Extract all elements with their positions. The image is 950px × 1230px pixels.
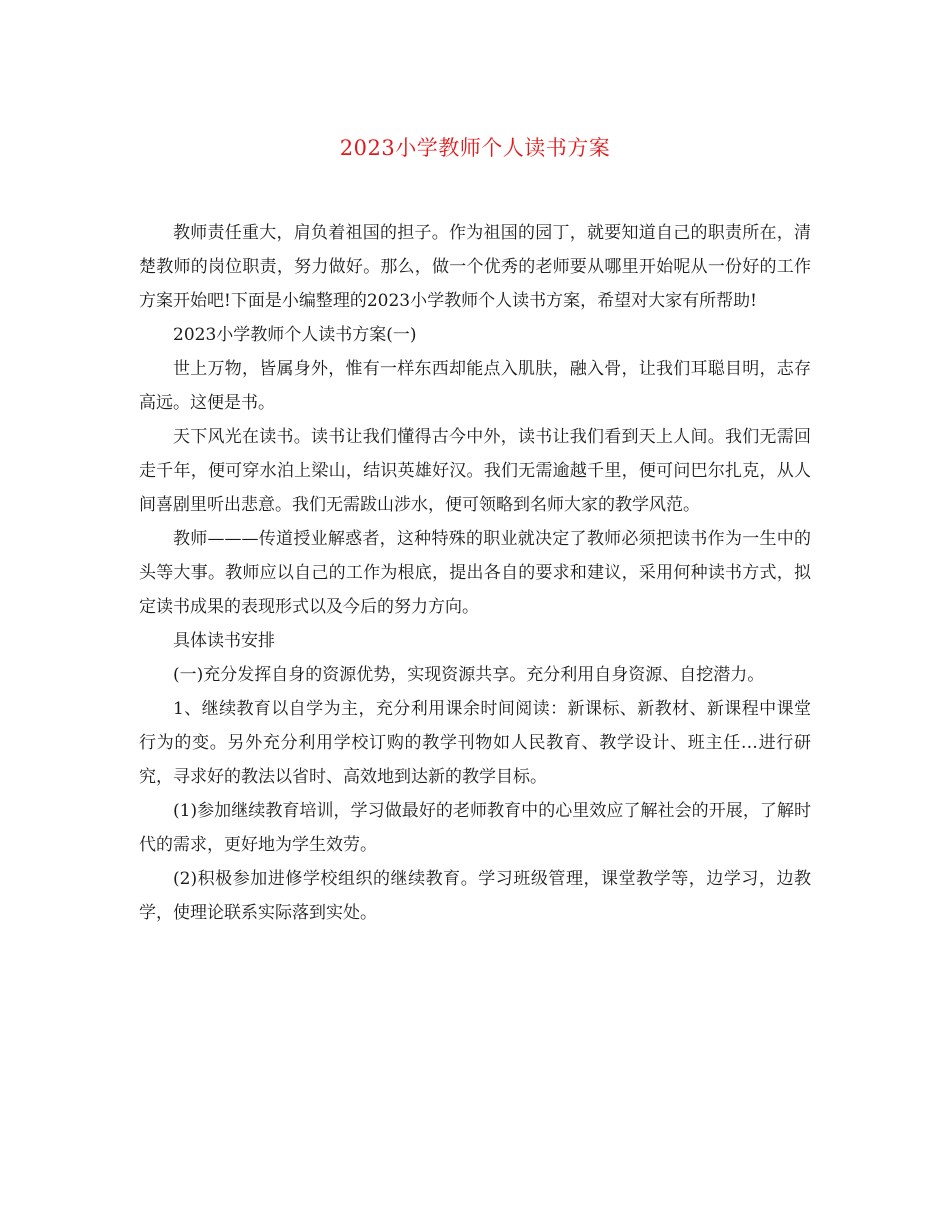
body-paragraph: (一)充分发挥自身的资源优势，实现资源共享。充分利用自身资源、自挖潜力。 <box>173 665 765 685</box>
body-paragraph: 教师———传道授业解惑者，这种特殊的职业就决定了教师必须把读书作为一生中的头等大事。教师应以自己的工作为根底，提出各自的要求和建议，采用何种读书方式，拟定读书成果的表现形式以及今后的努力方向。 <box>139 529 811 617</box>
subsection-heading: 具体读书安排 <box>173 631 275 651</box>
body-paragraph: 天下风光在读书。读书让我们懂得古今中外，读书让我们看到天上人间。我们无需回走千年，便可穿水泊上梁山，结识英雄好汉。我们无需逾越千里，便可问巴尔扎克，从人间喜剧里听出悲意。我们无需跋山涉水，便可领略到名师大家的教学风范。 <box>139 427 811 515</box>
body-paragraph: 1、继续教育以自学为主，充分利用课余时间阅读：新课标、新教材、新课程中课堂行为的变。另外充分利用学校订购的教学刊物如人民教育、教学设计、班主任…进行研究，寻求好的教法以省时、高效地到达新的教学目标。 <box>139 699 811 787</box>
document-title: 2023小学教师个人读书方案 <box>339 136 611 160</box>
list-item: (2)积极参加进修学校组织的继续教育。学习班级管理，课堂教学等，边学习，边教学，使理论联系实际落到实处。 <box>139 869 811 923</box>
intro-paragraph: 教师责任重大，肩负着祖国的担子。作为祖国的园丁，就要知道自己的职责所在，清楚教师的岗位职责，努力做好。那么，做一个优秀的老师要从哪里开始呢从一份好的工作方案开始吧!下面是小编整理的2023小学教师个人读书方案，希望对大家有所帮助! <box>139 223 811 311</box>
body-paragraph: 世上万物，皆属身外，惟有一样东西却能点入肌肤，融入骨，让我们耳聪目明，志存高远。这便是书。 <box>139 359 811 413</box>
section-heading: 2023小学教师个人读书方案(一) <box>173 325 417 345</box>
list-item: (1)参加继续教育培训，学习做最好的老师教育中的心里效应了解社会的开展，了解时代的需求，更好地为学生效劳。 <box>139 801 811 855</box>
document-body <box>139 216 811 930</box>
